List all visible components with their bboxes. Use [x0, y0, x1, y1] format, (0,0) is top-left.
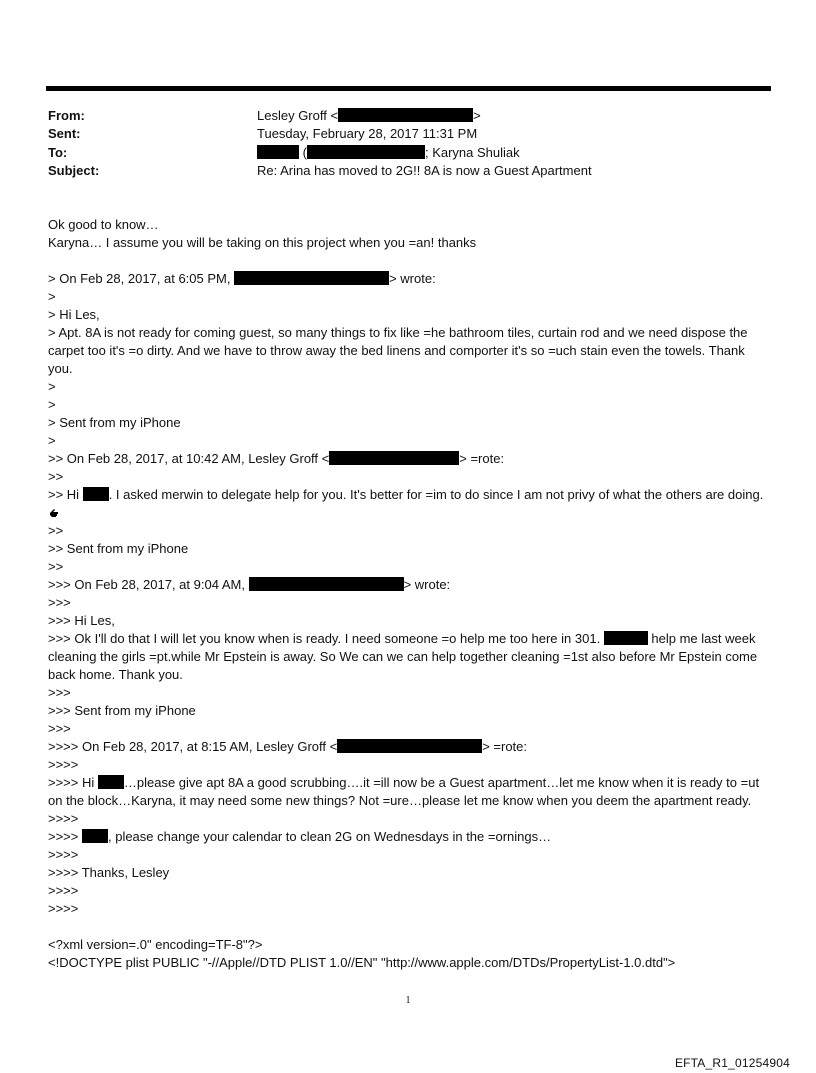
- quote-line: >>>: [48, 685, 71, 700]
- quote-line: >>>>: [48, 847, 79, 862]
- quote-text: > wrote:: [389, 271, 436, 286]
- quote-text: > =rote:: [459, 451, 505, 466]
- doctype-line: <!DOCTYPE plist PUBLIC "-//Apple//DTD PLIST 1.0//EN" "http://www.apple.com/DTDs/PropertyList-1.0.dtd">: [48, 955, 676, 970]
- from-label: From:: [48, 108, 85, 123]
- quote-line: >: [48, 397, 56, 412]
- to-rest: ; Karyna Shuliak: [424, 145, 520, 160]
- redaction-box: [249, 577, 404, 591]
- redaction-box: [83, 487, 109, 501]
- quote-line: >>>>: [48, 883, 79, 898]
- quote-line: >>>>: [48, 757, 79, 772]
- from-close: >: [473, 108, 481, 123]
- redaction-box: [82, 829, 108, 843]
- quote-line: >> Sent from my iPhone: [48, 541, 189, 556]
- quote-text: > On Feb 28, 2017, at 6:05 PM,: [48, 271, 235, 286]
- email-body: [48, 216, 770, 972]
- quote-line: >: [48, 433, 56, 448]
- subject-label: Subject:: [48, 163, 100, 178]
- quote-text: >> Hi: [48, 487, 83, 502]
- quote-line: >>>>: [48, 901, 79, 916]
- quote-line: >: [48, 289, 56, 304]
- blank-line: [48, 252, 770, 270]
- quote-line: >>: [48, 469, 64, 484]
- blank-line: [48, 918, 770, 936]
- redaction-box: [234, 271, 389, 285]
- quote-header: [48, 576, 770, 594]
- quote-line: >: [48, 379, 56, 394]
- sent-label: Sent:: [48, 126, 81, 141]
- to-open: (: [302, 145, 307, 160]
- quote-line: >>> Hi Les,: [48, 613, 115, 628]
- quote-line: >>: [48, 559, 64, 574]
- quote-line: >>> Sent from my iPhone: [48, 703, 196, 718]
- header-rule: [46, 86, 771, 91]
- pointing-hand-icon: [48, 507, 60, 519]
- quote-header: [48, 450, 770, 468]
- quote-text: > wrote:: [403, 577, 451, 592]
- quote-line: >>: [48, 523, 64, 538]
- quote-text: >>>> On Feb 28, 2017, at 8:15 AM, Lesley Groff <: [48, 739, 338, 754]
- quote-line: [48, 828, 770, 846]
- redaction-box: [337, 739, 482, 753]
- quote-line: >>>>: [48, 811, 79, 826]
- quote-text: help me last week cleaning the girls =pt.while Mr Epstein is away. So We can we can help together cleaning =1st also before Mr Epstein come back home. Thank you.: [48, 631, 758, 682]
- quote-line: >>>: [48, 721, 71, 736]
- quote-paragraph: [48, 486, 770, 522]
- quote-paragraph: > Apt. 8A is not ready for coming guest, so many things to fix like =he bathroom tiles, curtain rod and we need dispose the carpet too it's =o dirty. And we have to throw away the bed linens and comporter it's so =uch stain even the towels. Thank you.: [48, 325, 748, 376]
- quote-text: . I asked merwin to delegate help for you. It's better for =im to do since I am not privy of what the others are doing.: [108, 487, 764, 502]
- quote-line: >>>: [48, 595, 71, 610]
- quote-line: > Hi Les,: [48, 307, 100, 322]
- quote-text: >>>>: [48, 829, 82, 844]
- from-value: [257, 108, 481, 123]
- redaction-box: [604, 631, 648, 645]
- quote-paragraph: [48, 774, 770, 810]
- quote-text: >>> Ok I'll do that I will let you know when is ready. I need someone =o help me too here in 301.: [48, 631, 604, 646]
- quote-header: [48, 738, 770, 756]
- from-name: Lesley Groff <: [257, 108, 339, 123]
- to-label: To:: [48, 145, 68, 160]
- quote-text: , please change your calendar to clean 2G on Wednesdays in the =ornings…: [107, 829, 552, 844]
- page-number: 1: [405, 995, 411, 1006]
- quote-text: >>> On Feb 28, 2017, at 9:04 AM,: [48, 577, 249, 592]
- to-value: [257, 145, 520, 160]
- quote-line: > Sent from my iPhone: [48, 415, 181, 430]
- redaction-box: [307, 145, 425, 159]
- subject-value: Re: Arina has moved to 2G!! 8A is now a Guest Apartment: [257, 163, 592, 178]
- sent-value: Tuesday, February 28, 2017 11:31 PM: [257, 126, 478, 141]
- body-line: Ok good to know…: [48, 217, 159, 232]
- quote-text: …please give apt 8A a good scrubbing….it =ill now be a Guest apartment…let me know when it is ready to =ut on the block…Karyna, it may need some new things? Not =ure…please let me know when you deem the apartment ready.: [48, 775, 760, 808]
- xml-declaration: <?xml version=.0" encoding=TF-8"?>: [48, 937, 263, 952]
- quote-text: > =rote:: [482, 739, 528, 754]
- redaction-box: [257, 145, 299, 159]
- redaction-box: [329, 451, 459, 465]
- quote-text: >>>> Hi: [48, 775, 98, 790]
- quote-line: >>>> Thanks, Lesley: [48, 865, 170, 880]
- body-line: Karyna… I assume you will be taking on this project when you =an! thanks: [48, 235, 477, 250]
- quote-text: >> On Feb 28, 2017, at 10:42 AM, Lesley Groff <: [48, 451, 330, 466]
- quote-header: [48, 270, 770, 288]
- redaction-box: [98, 775, 124, 789]
- redaction-box: [338, 108, 473, 122]
- quote-paragraph: [48, 630, 770, 684]
- bates-number: EFTA_R1_01254904: [674, 1056, 790, 1070]
